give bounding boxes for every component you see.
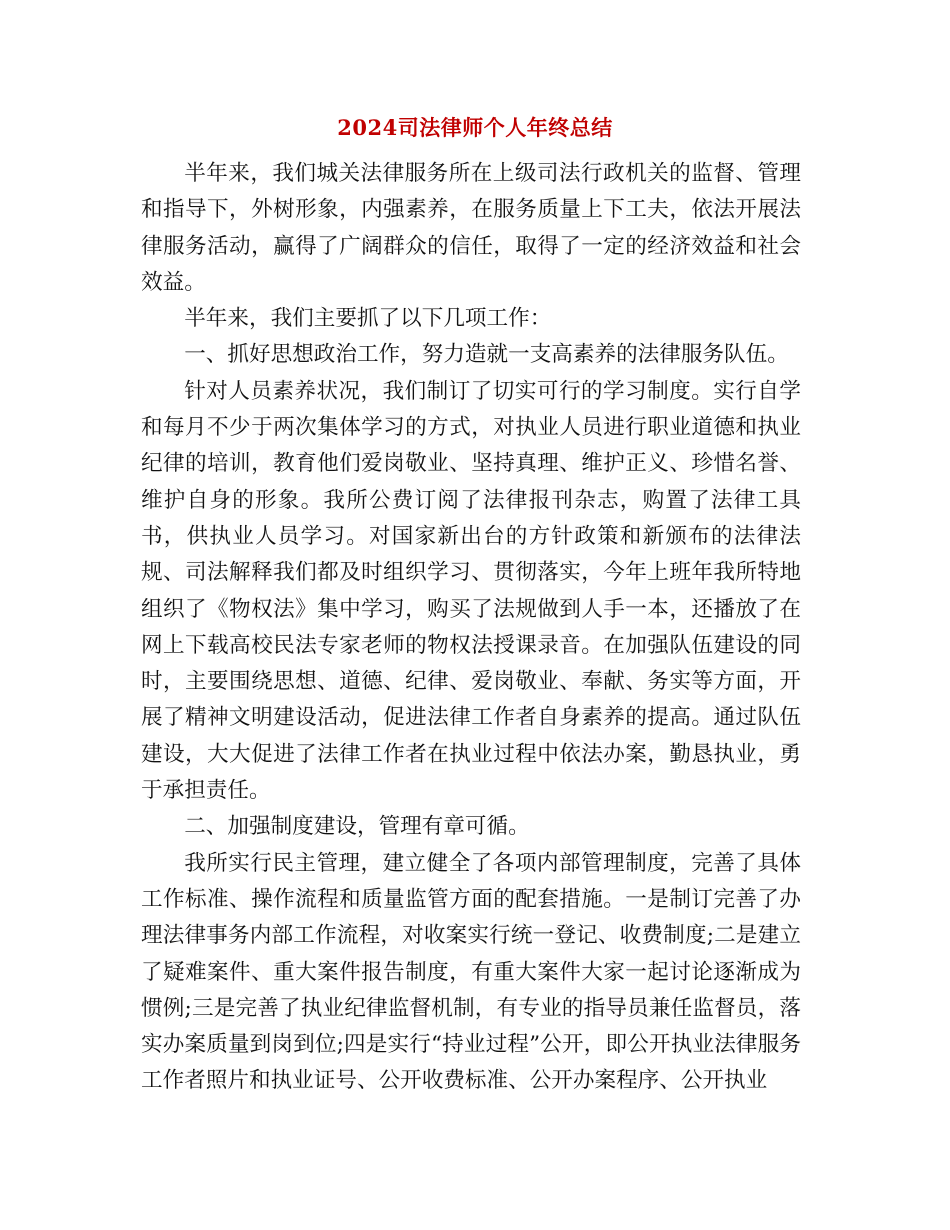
paragraph-summary-lead: 半年来，我们主要抓了以下几项工作： [184,306,552,332]
paragraph-section-2: 我所实行民主管理，建立健全了各项内部管理制度，完善了具体工作标准、操作流程和质量监管方面的配套措施。一是制订完善了办理法律事务内部工作流程，对收案实行统一登记、收费制度;二是建立了疑难案件、重大案件报告制度，有重大案件大家一起讨论逐渐成为惯例;三是完善了执业纪律监督机制，有专业的指导员兼任监督员，落实办案质量到岗到位;四是实行“持业过程”公开，即公开执业法律服务工作者照片和执业证号、公开收费标准、公开办案程序、公开执业 [141,850,801,1094]
section-heading-2: 二、加强制度建设，管理有章可循。 [184,814,530,840]
document-body [141,156,801,1100]
paragraph-intro: 半年来，我们城关法律服务所在上级司法行政机关的监督、管理和指导下，外树形象，内强素养，在服务质量上下工夫，依法开展法律服务活动，赢得了广阔群众的信任，取得了一定的经济效益和社会效益。 [141,161,801,295]
paragraph-section-1: 针对人员素养状况，我们制订了切实可行的学习制度。实行自学和每月不少于两次集体学习的方式，对执业人员进行职业道德和执业纪律的培训，教育他们爱岗敬业、坚持真理、维护正义、珍惜名誉、维护自身的形象。我所公费订阅了法律报刊杂志，购置了法律工具书，供执业人员学习。对国家新出台的方针政策和新颁布的法律法规、司法解释我们都及时组织学习、贯彻落实，今年上班年我所特地组织了《物权法》集中学习，购买了法规做到人手一本，还播放了在网上下载高校民法专家老师的物权法授课录音。在加强队伍建设的同时，主要围绕思想、道德、纪律、爱岗敬业、奉献、务实等方面，开展了精神文明建设活动，促进法律工作者自身素养的提高。通过队伍建设，大大促进了法律工作者在执业过程中依法办案，勤恳执业，勇于承担责任。 [141,378,801,804]
section-heading-1: 一、抓好思想政治工作，努力造就一支高素养的法律服务队伍。 [184,342,789,368]
document-title: 2024司法律师个人年终总结 [337,115,613,140]
